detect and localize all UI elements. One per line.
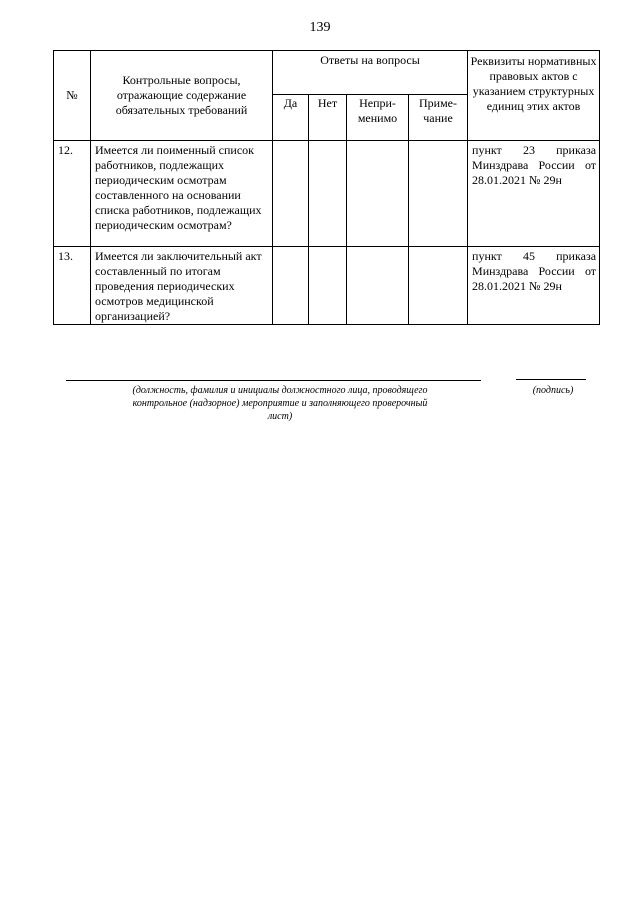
header-answers: Ответы на вопросы bbox=[273, 51, 468, 95]
row-question: Имеется ли заключительный акт составленный по итогам проведения периодических осмотров медицинской организацией? bbox=[91, 247, 273, 325]
answer-note-cell[interactable] bbox=[409, 141, 468, 247]
row-number: 13. bbox=[54, 247, 91, 325]
position-signature-line bbox=[66, 380, 481, 381]
answer-no-cell[interactable] bbox=[309, 141, 347, 247]
header-question: Контрольные вопросы, отражающие содержание обязательных требований bbox=[91, 51, 273, 141]
position-caption: (должность, фамилия и инициалы должностного лица, проводящего контрольное (надзорное) мероприятие и заполняющего проверочный лист) bbox=[132, 385, 428, 422]
header-requisites: Реквизиты нормативных правовых актов с указанием структурных единиц этих актов bbox=[468, 51, 600, 141]
header-number: № bbox=[54, 51, 91, 141]
table-row bbox=[54, 247, 600, 325]
answer-no-cell[interactable] bbox=[309, 247, 347, 325]
header-row-1 bbox=[54, 51, 600, 95]
header-yes: Да bbox=[273, 95, 309, 141]
row-requisites bbox=[468, 247, 600, 325]
page-number: 139 bbox=[309, 20, 331, 35]
header-not-applicable: Непри- менимо bbox=[347, 95, 409, 141]
answer-yes-cell[interactable] bbox=[273, 247, 309, 325]
answer-yes-cell[interactable] bbox=[273, 141, 309, 247]
row-number: 12. bbox=[54, 141, 91, 247]
checklist-table bbox=[53, 50, 600, 325]
answer-na-cell[interactable] bbox=[347, 141, 409, 247]
requisites-rest: Минздрава России от 28.01.2021 № 29н bbox=[472, 158, 597, 187]
table-row bbox=[54, 141, 600, 247]
answer-na-cell[interactable] bbox=[347, 247, 409, 325]
signature-caption: (подпись) bbox=[532, 385, 574, 396]
requisites-line-1: пункт 23 приказа bbox=[472, 143, 597, 157]
row-question: Имеется ли поименный список работников, подлежащих периодическим осмотрам составленного на основании списка работников, подлежащих периодическим осмотрам? bbox=[91, 141, 273, 247]
answer-note-cell[interactable] bbox=[409, 247, 468, 325]
signature-line bbox=[516, 379, 586, 380]
header-no: Нет bbox=[309, 95, 347, 141]
header-note: Приме- чание bbox=[409, 95, 468, 141]
requisites-rest: Минздрава России от 28.01.2021 № 29н bbox=[472, 264, 597, 293]
row-requisites bbox=[468, 141, 600, 247]
requisites-line-1: пункт 45 приказа bbox=[472, 249, 597, 263]
